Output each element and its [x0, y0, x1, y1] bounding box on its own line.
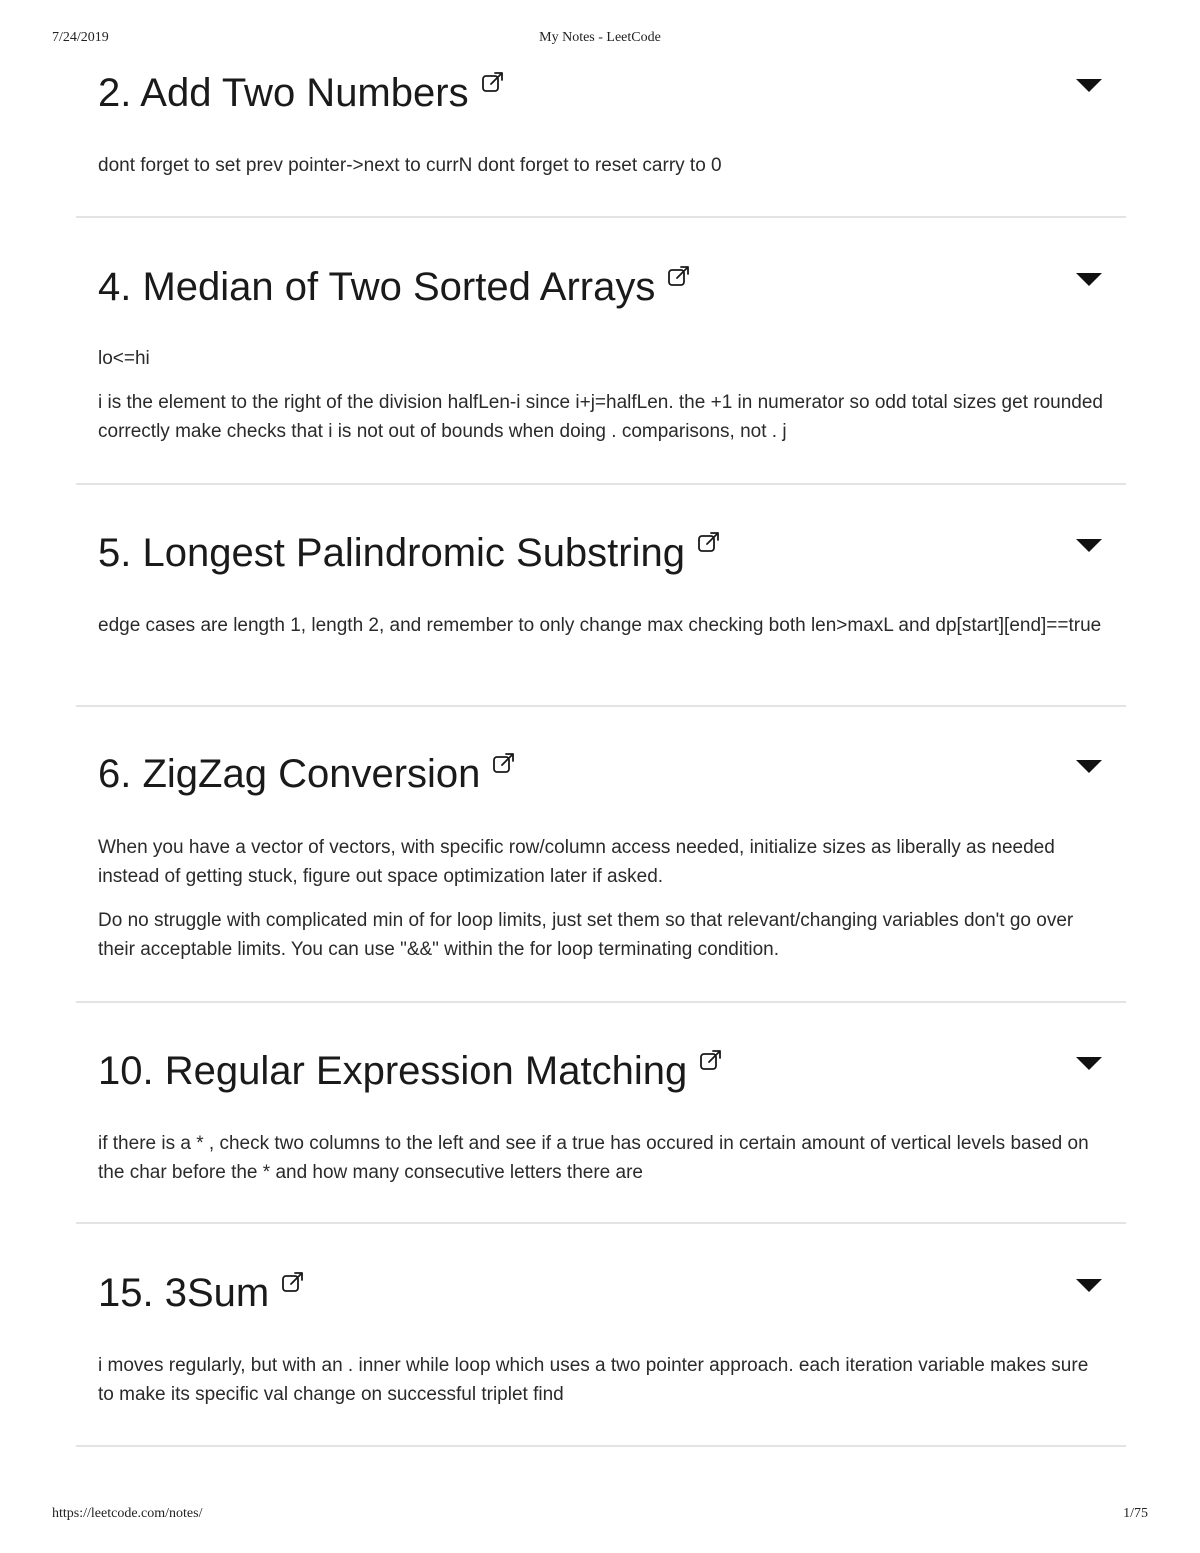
- note-body: [98, 344, 1104, 461]
- note-title-text[interactable]: 15. 3Sum: [98, 1271, 270, 1315]
- note-body: [98, 1129, 1104, 1202]
- note-divider: [76, 483, 1126, 485]
- caret-down-icon[interactable]: [1074, 1054, 1104, 1072]
- note-title: [98, 262, 691, 312]
- external-link-icon[interactable]: [492, 751, 516, 775]
- note-title: [98, 1046, 723, 1096]
- note-header: [98, 68, 1104, 118]
- external-link-icon[interactable]: [697, 530, 721, 554]
- note-header: [98, 1268, 1104, 1318]
- note-divider: [76, 1222, 1126, 1224]
- note-title-text[interactable]: 10. Regular Expression Matching: [98, 1049, 688, 1093]
- note-title-text[interactable]: 4. Median of Two Sorted Arrays: [98, 265, 656, 309]
- note-divider: [76, 705, 1126, 707]
- note-header: [98, 749, 1104, 799]
- note-title: [98, 1268, 305, 1318]
- print-footer: [52, 1506, 1148, 1526]
- external-link-icon[interactable]: [667, 264, 691, 288]
- note-paragraph: lo<=hi: [98, 348, 150, 369]
- print-title: My Notes - LeetCode: [539, 30, 661, 45]
- note-paragraph: dont forget to set prev pointer->next to currN dont forget to reset carry to 0: [98, 155, 722, 176]
- note-title-text[interactable]: 2. Add Two Numbers: [98, 71, 469, 115]
- note-title: [98, 528, 721, 578]
- note-header: [98, 1046, 1104, 1096]
- caret-down-icon[interactable]: [1074, 1276, 1104, 1294]
- note-body: [98, 611, 1104, 655]
- external-link-icon[interactable]: [281, 1270, 305, 1294]
- note-body: [98, 833, 1104, 979]
- page-number: 1/75: [1123, 1506, 1148, 1521]
- note-divider: [76, 216, 1126, 218]
- note-header: [98, 528, 1104, 578]
- note-paragraph: i is the element to the right of the division halfLen-i since i+j=halfLen. the +1 in numerator so odd total sizes get rounded correctly make checks that i is not out of bounds when doing . comparisons, not . j: [98, 392, 1103, 442]
- external-link-icon[interactable]: [481, 70, 505, 94]
- caret-down-icon[interactable]: [1074, 757, 1104, 775]
- note-paragraph: i moves regularly, but with an . inner while loop which uses a two pointer approach. each iteration variable makes sure to make its specific val change on successful triplet find: [98, 1355, 1089, 1405]
- note-header: [98, 262, 1104, 312]
- note-title: [98, 68, 505, 118]
- external-link-icon[interactable]: [699, 1048, 723, 1072]
- caret-down-icon[interactable]: [1074, 270, 1104, 288]
- note-paragraph: edge cases are length 1, length 2, and remember to only change max checking both len>maxL and dp[start][end]==true: [98, 615, 1102, 636]
- note-divider: [76, 1445, 1126, 1447]
- print-url[interactable]: https://leetcode.com/notes/: [52, 1506, 203, 1521]
- note-body: [98, 151, 1104, 195]
- note-title-text[interactable]: 5. Longest Palindromic Substring: [98, 531, 685, 575]
- note-paragraph: Do no struggle with complicated min of for loop limits, just set them so that relevant/changing variables don't go over their acceptable limits. You can use "&&" within the for loop terminating condition.: [98, 910, 1074, 960]
- note-title: [98, 749, 516, 799]
- note-paragraph: When you have a vector of vectors, with specific row/column access needed, initialize sizes as liberally as needed instead of getting stuck, figure out space optimization later if asked.: [98, 837, 1055, 887]
- caret-down-icon[interactable]: [1074, 536, 1104, 554]
- note-title-text[interactable]: 6. ZigZag Conversion: [98, 752, 481, 796]
- caret-down-icon[interactable]: [1074, 76, 1104, 94]
- note-divider: [76, 1001, 1126, 1003]
- note-paragraph: if there is a * , check two columns to the left and see if a true has occured in certain amount of vertical levels based on the char before the * and how many consecutive letters there are: [98, 1133, 1089, 1183]
- print-header: [52, 30, 1148, 50]
- note-body: [98, 1351, 1104, 1424]
- print-date: 7/24/2019: [52, 30, 109, 45]
